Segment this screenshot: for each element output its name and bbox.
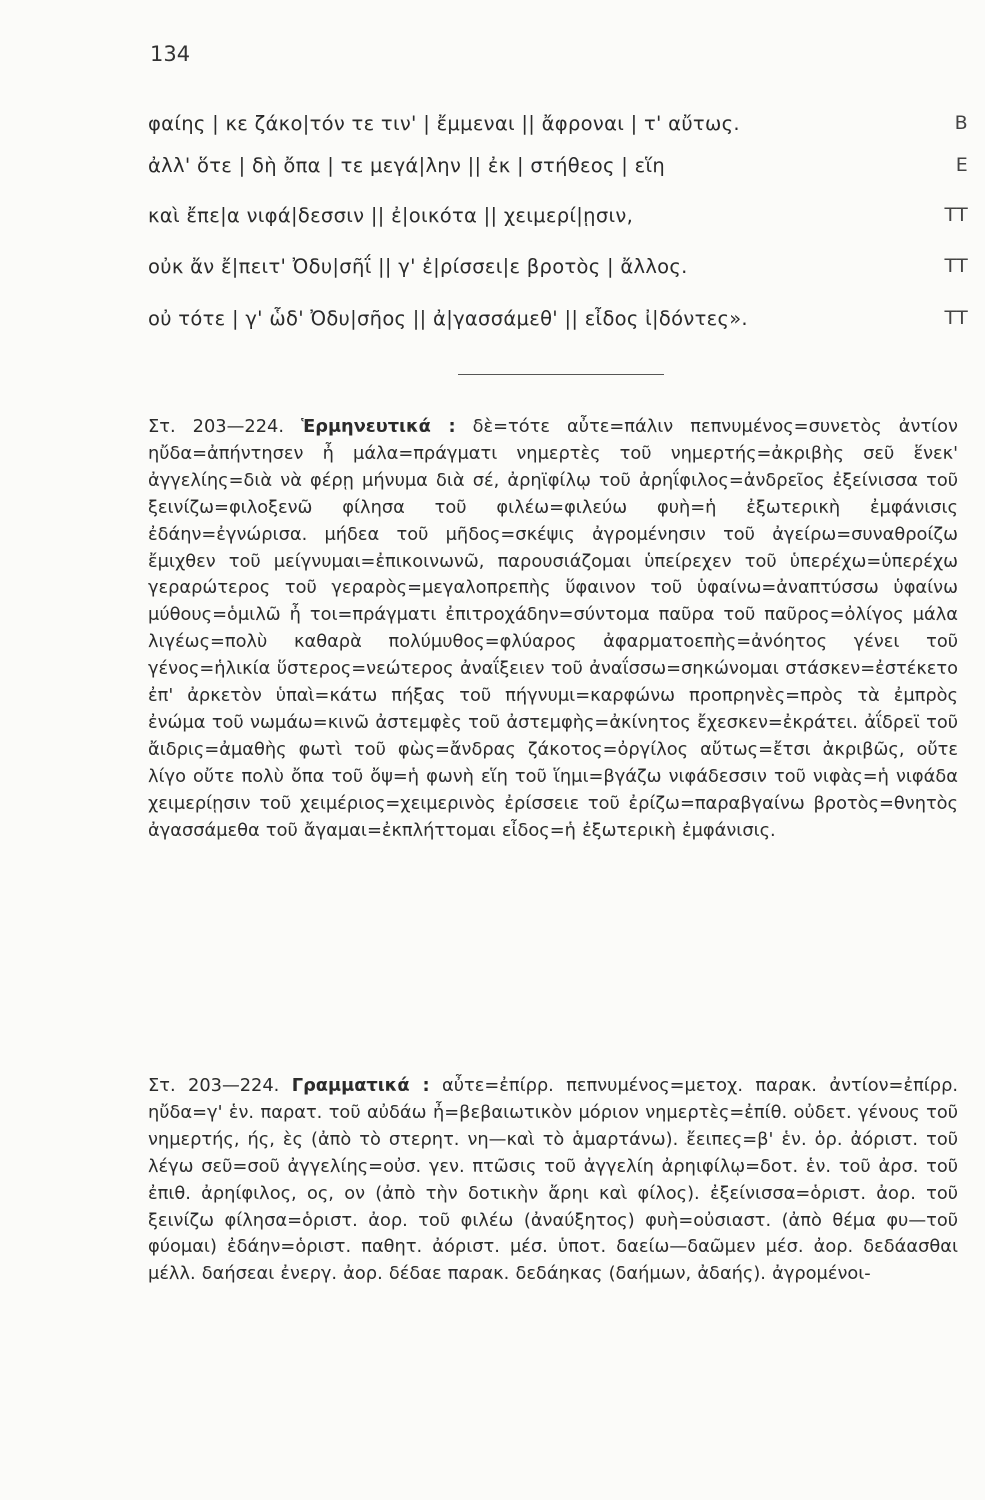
verse-text: φαίης | κε ζάκο|τόν τε τιν' | ἔμμεναι || ἄφροναι | τ' αὔτως. <box>148 112 740 135</box>
meter-mark: TT <box>944 204 968 226</box>
interpretive-notes <box>148 414 958 845</box>
grammar-notes <box>148 1073 958 1288</box>
verse-line <box>148 255 968 295</box>
verse-text: ἀλλ' ὅτε | δὴ ὄπα | τε μεγά|λην || ἐκ | στήθεος | εἵη <box>148 154 666 177</box>
section-divider <box>458 374 664 375</box>
verse-text: οὐ τότε | γ' ὧδ' Ὀδυ|σῆος || ἀ|γασσάμεθ' || εἶδος ἰ|δόντες». <box>148 307 748 330</box>
verse-line <box>148 307 968 347</box>
verse-text: καὶ ἔπε|α νιφά|δεσσιν || ἐ|οικότα || χειμερί|ῃσιν, <box>148 204 634 227</box>
meter-mark: E <box>955 154 968 176</box>
page-number: 134 <box>150 42 191 66</box>
meter-mark: TT <box>944 255 968 277</box>
verse-line <box>148 204 968 244</box>
meter-mark: TT <box>944 307 968 329</box>
notes-heading: Γραμματικά : <box>291 1075 430 1096</box>
notes-body: αὖτε=ἐπίρρ. πεπνυμένος=μετοχ. παρακ. ἀντίον=ἐπίρρ. ηὔδα=γ' ἑν. παρατ. τοῦ αὐδάω ἦ=βεβαιωτικὸν μόριον νημερτὲς=ἐπίθ. οὐδετ. γένους τοῦ νημερτής, ής, ὲς (ἀπὸ τὸ στερητ. νη—καὶ τὸ ἁμαρτάνω). ἔειπες=β' ἑν. ὁρ. ἀόριστ. τοῦ λέγω σεῦ=σοῦ ἀγγελίης=οὐσ. γεν. πτῶσις τοῦ ἀγγελίη ἀρηιφίλῳ=δοτ. ἑν. τοῦ ἀρσ. τοῦ ἐπιθ. ἀρηίφιλος, ος, ον (ἀπὸ τὴν δοτικὴν ἄρηι καὶ φίλος). ἐξείνισσα=ὁριστ. ἀορ. τοῦ ξεινίζω φίλησα=ὁριστ. ἀορ. τοῦ φιλέω (ἀναύξητος) φυὴ=οὐσιαστ. (ἀπὸ θέμα φυ—τοῦ φύομαι) ἐδάην=ὁριστ. παθητ. ἀόριστ. μέσ. ὑποτ. δαείω—δαῶμεν μέσ. ἀορ. δεδάασθαι μέλλ. δαήσεαι ἐνεργ. ἀορ. δέδαε παρακ. δεδάηκας (δαήμων, ἀδαής). ἀγρομένοι- <box>148 1075 959 1285</box>
verse-range-label: Στ. 203—224. <box>148 416 284 437</box>
notes-heading: Ἑρμηνευτικά : <box>301 416 456 437</box>
verse-text: οὐκ ἄν ἔ|πειτ' Ὀδυ|σῆΐ || γ' ἐ|ρίσσει|ε βροτὸς | ἄλλος. <box>148 255 688 278</box>
verse-line <box>148 112 968 152</box>
meter-mark: B <box>954 112 968 134</box>
notes-body: δὲ=τότε αὖτε=πάλιν πεπνυμένος=συνετὸς ἀντίον ηὔδα=ἀπήντησεν ἦ μάλα=πράγματι νημερτὲς τοῦ νημερτής=ἀκριβὴς σεῦ ἕνεκ' ἀγγελίης=διὰ νὰ φέρῃ μήνυμα διὰ σέ, ἀρηϊφίλῳ τοῦ ἀρηΐφιλος=ἀνδρεῖος ἐξείνισσα τοῦ ξεινίζω=φιλοξενῶ φίλησα τοῦ φιλέω=φιλεύω φυὴ=ἡ ἐξωτερικὴ ἐμφάνισις ἐδάην=ἐγνώρισα. μήδεα τοῦ μῆδος=σκέψις ἀγρομένησιν τοῦ ἀγείρω=συναθροίζω ἔμιχθεν τοῦ μείγνυμαι=ἐπικοινωνῶ, παρουσιάζομαι ὑπείρεχεν τοῦ ὑπερέχω=ὑπερέχω γεραρώτερος τοῦ γεραρὸς=μεγαλοπρεπὴς ὕφαινον τοῦ ὑφαίνω=ἀναπτύσσω ὑφαίνω μύθους=ὁμιλῶ ἦ τοι=πράγματι ἐπιτροχάδην=σύντομα παῦρα τοῦ παῦρος=ὀλίγος μάλα λιγέως=πολὺ καθαρὰ πολύμυθος=φλύαρος ἀφαρματοεπὴς=ἀνόητος γένει τοῦ γένος=ἡλικία ὕστερος=νεώτερος ἀναΐξειεν τοῦ ἀναΐσσω=σηκώνομαι στάσκεν=ἐστέκετο ἐπ' ἀρκετὸν ὑπαὶ=κάτω πήξας τοῦ πήγνυμι=καρφώνω προπρηνὲς=πρὸς τὰ ἐμπρὸς ἐνώμα τοῦ νωμάω=κινῶ ἀστεμφὲς τοῦ ἀστεμφὴς=ἀκίνητος ἔχεσκεν=ἐκράτει. ἀΐδρεϊ τοῦ ἄιδρις=ἀμαθὴς φωτὶ τοῦ φὼς=ἄνδρας ζάκοτος=ὀργίλος αὔτως=ἔτσι ἀκριβῶς, οὔτε λίγο οὔτε πολὺ ὄπα τοῦ ὄψ=ἡ φωνὴ εἵη τοῦ ἵημι=βγάζω νιφάδεσσιν τοῦ νιφὰς=ἡ νιφάδα χειμερίῃσιν τοῦ χειμέριος=χειμερινὸς ἐρίσσειε τοῦ ἐρίζω=παραβγαίνω βροτὸς=θνητὸς ἀγασσάμεθα τοῦ ἄγαμαι=ἐκπλήττομαι εἶδος=ἡ ἐξωτερικὴ ἐμφάνισις. <box>148 416 958 841</box>
verse-range-label: Στ. 203—224. <box>148 1075 280 1096</box>
verse-line <box>148 154 968 194</box>
